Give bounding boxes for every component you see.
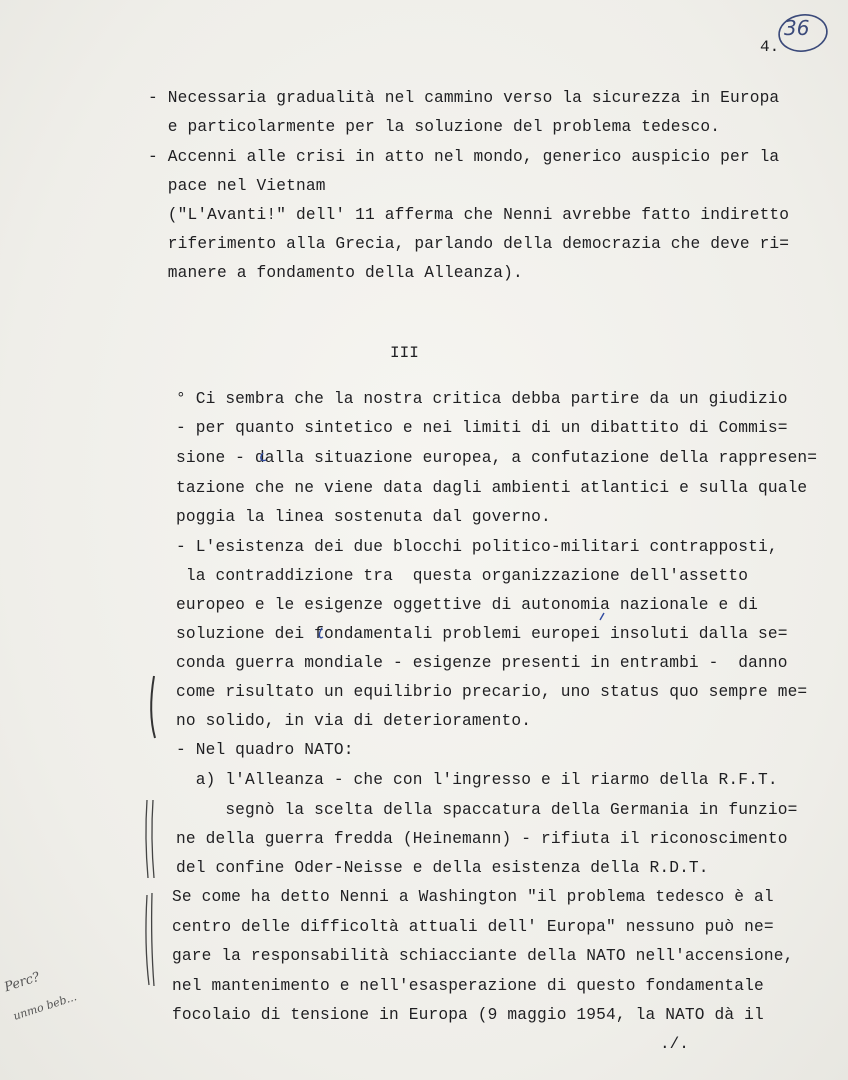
text-line: gare la responsabilità schiacciante della NATO nell'accensione, <box>172 947 794 965</box>
pen-correction-mark <box>600 613 604 620</box>
text-line: nel mantenimento e nell'esasperazione di questo fondamentale <box>172 977 764 995</box>
margin-bracket-mark <box>151 676 155 738</box>
page-number: 4. <box>760 38 780 56</box>
text-line: manere a fondamento della Alleanza). <box>148 264 523 282</box>
text-line: a) l'Alleanza - che con l'ingresso e il riarmo della R.F.T. <box>176 771 778 789</box>
margin-bar-mark <box>152 800 154 878</box>
text-line: soluzione dei fondamentali problemi europei insoluti dalla se= <box>176 625 788 643</box>
text-line: focolaio di tensione in Europa (9 maggio 1954, la NATO dà il <box>172 1006 764 1024</box>
margin-bar-mark <box>146 800 148 878</box>
text-line: e particolarmente per la soluzione del problema tedesco. <box>148 118 721 136</box>
text-line: sione - dalla situazione europea, a confutazione della rappresen= <box>176 449 818 467</box>
text-line: centro delle difficoltà attuali dell' Europa" nessuno può ne= <box>172 918 774 936</box>
text-line: la contraddizione tra questa organizzazione dell'assetto <box>176 567 749 585</box>
text-line: - L'esistenza dei due blocchi politico-militari contrapposti, <box>176 538 778 556</box>
pen-correction-mark <box>319 628 323 638</box>
text-line: conda guerra mondiale - esigenze presenti in entrambi - danno <box>176 654 788 672</box>
circled-page-annotation: 36 <box>784 16 810 40</box>
handwritten-margin-note: Perc? <box>2 969 42 996</box>
text-line: europeo e le esigenze oggettive di autonomia nazionale e di <box>176 596 758 614</box>
text-line: come risultato un equilibrio precario, uno status quo sempre me= <box>176 683 808 701</box>
pen-correction-mark <box>261 453 266 461</box>
text-line: pace nel Vietnam <box>148 177 326 195</box>
text-line: - per quanto sintetico e nei limiti di un dibattito di Commis= <box>176 419 788 437</box>
text-line: del confine Oder-Neisse e della esistenza della R.D.T. <box>176 859 709 877</box>
text-line: tazione che ne viene data dagli ambienti atlantici e sulla quale <box>176 479 808 497</box>
text-line: ° Ci sembra che la nostra critica debba partire da un giudizio <box>176 390 788 408</box>
text-line: - Nel quadro NATO: <box>176 741 354 759</box>
section-heading: III <box>390 344 419 362</box>
text-line: segnò la scelta della spaccatura della Germania in funzio= <box>176 801 798 819</box>
text-line: poggia la linea sostenuta dal governo. <box>176 508 551 526</box>
text-line: - Necessaria gradualità nel cammino verso la sicurezza in Europa <box>148 89 780 107</box>
text-line: Se come ha detto Nenni a Washington "il problema tedesco è al <box>172 888 774 906</box>
margin-bar-mark <box>146 895 149 985</box>
continuation-mark: ./. <box>660 1035 689 1053</box>
text-line: ne della guerra fredda (Heinemann) - rifiuta il riconoscimento <box>176 830 788 848</box>
page-circle-mark <box>777 12 830 54</box>
text-line: no solido, in via di deterioramento. <box>176 712 532 730</box>
text-line: - Accenni alle crisi in atto nel mondo, generico auspicio per la <box>148 148 780 166</box>
text-line: riferimento alla Grecia, parlando della democrazia che deve ri= <box>148 235 790 253</box>
handwritten-margin-note: unmo beb... <box>11 990 79 1023</box>
text-line: ("L'Avanti!" dell' 11 afferma che Nenni avrebbe fatto indiretto <box>148 206 790 224</box>
margin-bar-mark <box>152 893 154 986</box>
